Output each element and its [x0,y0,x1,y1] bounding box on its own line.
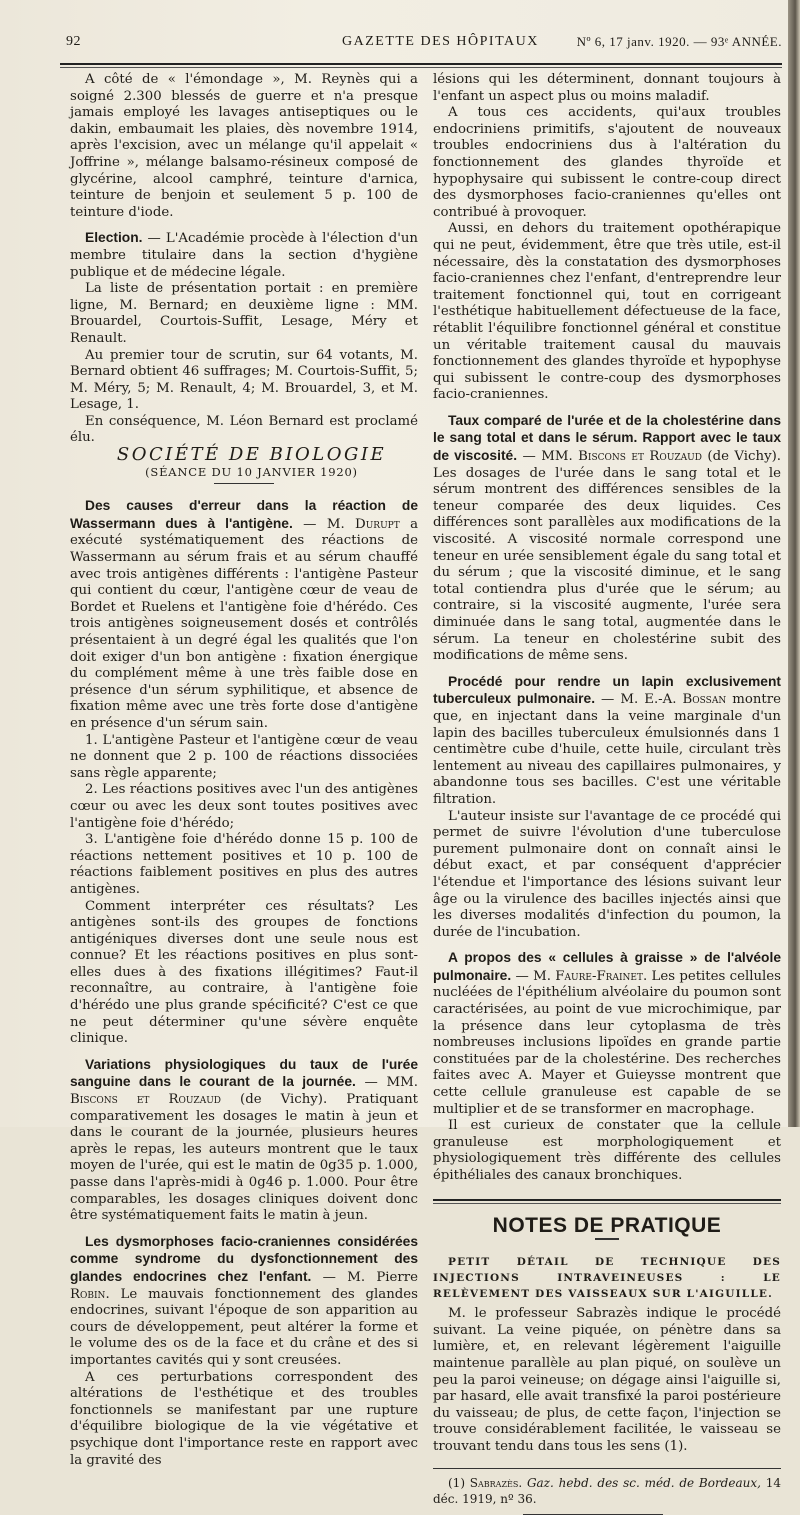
seance-date: (SÉANCE DU 10 JANVIER 1920) [145,464,358,479]
paragraph-aussi: Aussi, en dehors du traitement opothérapique qui ne peut, évidemment, être que très utile, est-il nécessaire, dès la constatation des dysmorphoses facio-craniennes chez l'enfant, d'entreprendre leur traitement fonctionnel qui, tout en corrigeant l'esthétique habituellement défectueuse de la face, rétablit l'équilibre fonctionnel général et constitue un véritable traitement causal du mauvais fonctionnement des glandes thyroïde et hypophyse qui subissent le contre-coup des dysmorphoses facio-craniennes. [433,221,781,403]
page-edge-shadow [788,0,800,1127]
paragraph-comment: Comment interpréter ces résultats? Les antigènes sont-ils des groupes de fonctions antigéniques diverses dont une seule nous est connue? Et les réactions positives en plus sont-elles dues à des fixations illégitimes? Faut-il reconnaître, au contraire, à l'antigène foie d'hérédo une plus grande spécificité? C'est ce que ne peut déterminer qu'une sévère enquête clinique. [70,898,418,1047]
running-header [60,30,782,54]
paragraph-election: Election. — L'Académie procède à l'élection d'un membre titulaire dans la section d'hygiène publique et de médecine légale. [70,230,418,280]
list-item: 1. L'antigène Pasteur et l'antigène cœur de veau ne donnent que 2 p. 100 de réactions dissociées sans règle apparente; [70,732,418,781]
page-number: 92 [66,34,81,49]
paragraph-variations: Variations physiologiques du taux de l'urée sanguine dans le courant de la journée. — MM. Biscons et Rouzaud (de Vichy). Pratiquant comparativement les dosages le matin à jeun et dans le courant de la journée, plusieurs heures après le repas, les auteurs montrent que le taux moyen de l'urée, qui est le matin de 0g35 p. 1.000, passe dans l'après-midi à 0g46 p. 1.000. Pour être comparables, les dosages cliniques doivent donc être systématiquement faits le matin à jeun. [70,1056,419,1224]
paragraph-dysmorphoses: Les dysmorphoses facio-craniennes considérées comme syndrome du dysfonctionnement des glandes endocrines chez l'enfant. — M. Pierre Robin. Le mauvais fonctionnement des glandes endocrines, suivant l'époque de son apparition au cours de développement, peut altérer la forme et le volume des os de la face et du crâne et des si importantes cavités qui y sont creusées. [70,1233,418,1368]
issue-info: Nº 6, 17 janv. 1920. — 93ᵉ ANNÉE. [576,34,782,49]
header-rule [60,63,782,65]
heading-taux: Taux comparé de l'urée et de la cholestérine dans le sang total et dans le sérum. Rapport avec le taux de viscosité. [433,412,781,464]
heading-dysmorphoses: Les dysmorphoses facio-craniennes considérées comme syndrome du dysfonctionnement des glandes endocrines chez l'enfant. [70,1233,418,1284]
list-item: 2. Les réactions positives avec l'un des antigènes cœur ou avec les deux sont toutes positives avec l'antigène foie d'hérédo; [70,782,418,831]
author-name: Biscons et Rouzaud [578,449,702,465]
section-title: SOCIÉTÉ DE BIOLOGIE [116,444,387,466]
author-name: Durupt [355,516,400,532]
heading-wassermann: Des causes d'erreur dans la réaction de Wassermann dues à l'antigène. [70,498,418,531]
author-name: Robin [70,1286,106,1302]
journal-title: GAZETTE DES HÔPITAUX [342,34,539,49]
paragraph-accidents: A tous ces accidents, qui'aux troubles endocriniens primitifs, s'ajoutent de nouveaux troubles endocriniens dus à l'altération du fonctionnement des glandes thyroïde et hypophysaire qui subissent le contre-coup direct des dysmorphoses facio-craniennes qu'elles ont contribué à provoquer. [433,105,781,220]
paragraph-liste: La liste de présentation portait : en première ligne, M. Bernard; en deuxième ligne : MM. Brouardel, Courtois-Suffit, Lesage, Méry et Renault. [70,281,418,346]
paragraph-curieux: Il est curieux de constater que la cellule granuleuse est morphologiquement et physiologiquement très différente des cellules épithéliales des canaux bronchiques. [433,1118,781,1183]
notes-rule [433,1199,781,1201]
author-name: Faure-Frainet [555,968,643,984]
footnote: (1) Sabrazès. Gaz. hebd. des sc. méd. de Bordeaux, 14 déc. 1919, nº 36. [433,1475,781,1507]
paragraph-cellules: A propos des « cellules à graisse » de l'alvéole pulmonaire. — M. Faure-Frainet. Les petites cellules nucléées de l'épithélium alvéolaire du poumon sont caractérisées, au point de vue microchimique, par la présence dans leur cytoplasma de très nombreuses inclusions lipoïdes en grande partie constituées par de la cholestérine. Des recherches faites avec A. Mayer et Guieysse montrent que cette cellule granuleuse est capable de se multiplier et de se transformer en macrophage. [433,950,781,1117]
notes-title: NOTES DE PRATIQUE [492,1213,722,1237]
section-rule [214,483,274,484]
list-item: 3. L'antigène foie d'hérédo donne 15 p. 100 de réactions nettement positives et 10 p. 100 de réactions faiblement positives en plus des autres antigènes. [70,832,418,897]
notes-rule-thin [433,1203,781,1204]
heading-election: Election. [85,230,143,246]
heading-variations: Variations physiologiques du taux de l'urée sanguine dans le courant de la journée. [70,1056,418,1090]
heading-procede: Procédé pour rendre un lapin exclusivement tuberculeux pulmonaire. [433,673,781,707]
paragraph-perturbations: A ces perturbations correspondent des altérations de l'esthétique et des troubles fonctionnels se manifestant par une rupture d'équilibre biologique de la vie végétative et psychique dont l'importance reste en rapport avec la gravité des [70,1369,418,1468]
paragraph-taux: Taux comparé de l'urée et de la cholestérine dans le sang total et dans le sérum. Rapport avec le taux de viscosité. — MM. Biscons et Rouzaud (de Vichy). Les dosages de l'urée dans le sang total et le sérum montrent des différences sensibles de la teneur comparée des deux liquides. Ces différences sont parallèles aux modifications de la viscosité. A viscosité normale correspond une teneur en urée sensiblement égale du sang total et du sérum ; que la viscosité diminue, et le sang total contiendra plus d'urée que le sérum; au contraire, si la viscosité augmente, l'urée sera diminuée dans le sang total, augmentée dans le sérum. La teneur en cholestérine subit des modifications de même sens. [433,412,781,664]
notes-ornament [595,1238,619,1240]
paragraph-emondage: A côté de « l'émondage », M. Reynès qui a soigné 2.300 blessés de guerre et n'a presque jamais employé les lavages antiseptiques ou le dakin, embaumait les plaies, dès novembre 1914, après l'excision, avec un mélange qu'il appelait « Joffrine », mélange balsamo-résineux composé de glycérine, alcool camphré, teinture d'arnica, teinture de benjoin et seulement 5 p. 100 de teinture d'iode. [70,72,418,220]
header-rule-thin [60,67,782,68]
right-column [433,72,781,1515]
footnote-rule [433,1468,781,1469]
paragraph-lesions: lésions qui les déterminent, donnant toujours à l'enfant un aspect plus ou moins maladif. [433,72,781,104]
paragraph-sabrazes: M. le professeur Sabrazès indique le procédé suivant. La veine piquée, on pénètre dans sa lumière, et, en relevant légèrement l'aiguille maintenue parallèle au plan piqué, on soulève un peu la paroi veineuse; on dégage ainsi l'aiguille si, par hasard, elle avait transfixé la paroi postérieure du vaisseau; de plus, de cette façon, l'injection se trouve considérablement facilitée, le vaisseau se trouvant tendu dans tous les sens (1). [433,1306,781,1454]
paragraph-scrutin: Au premier tour de scrutin, sur 64 votants, M. Bernard obtient 46 suffrages; M. Courtois-Suffit, 5; M. Méry, 5; M. Renault, 4; M. Brouardel, 3, et M. Lesage, 1. [70,347,418,413]
paragraph-auteur: L'auteur insiste sur l'avantage de ce procédé qui permet de suivre l'évolution d'une tuberculose purement pulmonaire dont on connaît ainsi le début exact, et par conséquent d'apprécier l'étendue et l'importance des lésions suivant leur âge ou la virulence des bacilles injectés ainsi que les diverses modalités d'infection du poumon, la durée de l'incubation. [433,808,781,940]
heading-cellules: A propos des « cellules à graisse » de l'alvéole pulmonaire. [433,950,781,983]
paragraph-wassermann: Des causes d'erreur dans la réaction de Wassermann dues à l'antigène. — M. Durupt a exécuté systématiquement des réactions de Wassermann au sérum frais et au sérum chauffé avec trois antigènes différents : l'antigène Pasteur qui contient du cœur, l'antigène cœur de veau de Bordet et Ruelens et l'antigène foie d'hérédo. Ces trois antigènes soigneusement dosés et contrôlés présentaient à un degré égal les qualités que l'on doit exiger d'un bon antigène : fixation énergique du complément même à une très faible dose en présence d'un sérum syphilitique, et absence de fixation même avec une très forte dose d'antigène en présence d'un sérum sain. [70,498,419,731]
left-column [70,72,418,1469]
paragraph-elu: En conséquence, M. Léon Bernard est proclamé élu. [70,413,418,446]
paragraph-procede: Procédé pour rendre un lapin exclusivement tuberculeux pulmonaire. — M. E.-A. Bossan montre que, en injectant dans la veine marginale d'un lapin des bacilles tuberculeux émulsionnés dans 1 centimètre cube d'huile, cette huile, circulant très lentement au niveau des capillaires pulmonaires, y abandonne tous ses bacilles. C'est une véritable filtration. [433,673,781,807]
author-name: Biscons et Rouzaud [70,1092,221,1108]
notes-subtitle: PETIT DÉTAIL DE TECHNIQUE DES INJECTIONS INTRAVEINEUSES : LE RELÈVEMENT DES VAISSEAUX SUR L'AIGUILLE. [433,1256,781,1301]
author-name: Bossan [682,692,727,708]
